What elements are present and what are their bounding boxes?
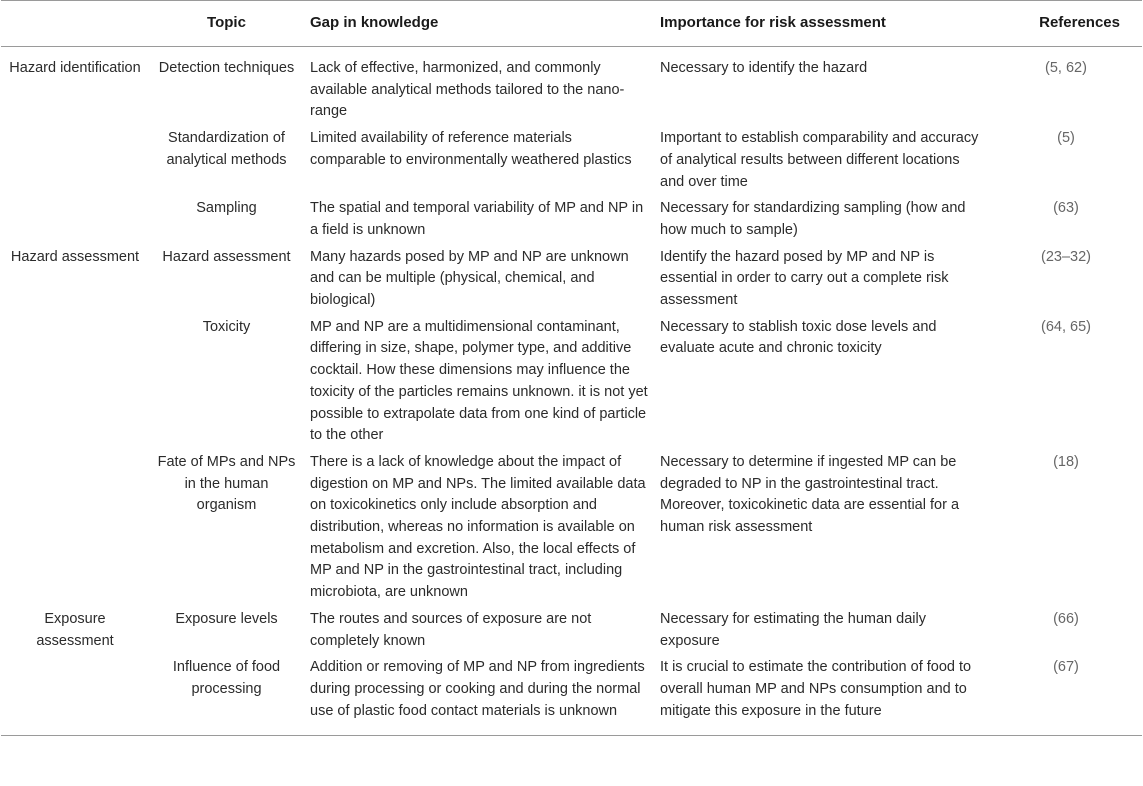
reference-link[interactable]: (66) [1053, 610, 1079, 627]
reference-link[interactable]: (5) [1057, 130, 1075, 147]
gap-cell: MP and NP are a multidimensional contaminant, differing in size, shape, polymer type, and additive cocktail. How these dimensions may influence the toxicity of the particles remains unknown. it is not yet possible to extrapolate data from one kind of particle to the other [310, 318, 648, 444]
reference-link[interactable]: (64, 65) [1041, 318, 1091, 335]
knowledge-gaps-table [1, 0, 1142, 736]
gap-cell: Many hazards posed by MP and NP are unknown and can be multiple (physical, chemical, and biological) [310, 248, 629, 309]
reference-link[interactable]: (63) [1053, 200, 1079, 217]
table-row [1, 128, 1142, 198]
section-cell [1, 657, 149, 736]
header-row [1, 1, 1142, 47]
reference-link[interactable]: (23–32) [1041, 248, 1091, 265]
importance-cell: Necessary to determine if ingested MP can be degraded to NP in the gastrointestinal tract. Moreover, toxicokinetic data are essential for a human risk assessment [660, 453, 960, 536]
gap-cell: The routes and sources of exposure are not completely known [310, 610, 592, 649]
header-topic: Topic [149, 1, 304, 47]
importance-cell: Necessary for estimating the human daily exposure [660, 610, 926, 649]
section-cell [1, 198, 149, 246]
gap-cell: Addition or removing of MP and NP from ingredients during processing or cooking and during the normal use of plastic food contact materials is unknown [304, 657, 654, 736]
table-header [1, 1, 1142, 47]
reference-link[interactable]: (5, 62) [1045, 60, 1087, 76]
header-section [1, 1, 149, 47]
section-cell: Hazard identification [9, 60, 141, 76]
importance-cell: Necessary to stablish toxic dose levels and evaluate acute and chronic toxicity [660, 318, 937, 357]
table-row [1, 247, 1142, 317]
section-cell [1, 128, 149, 198]
section-cell [1, 317, 149, 452]
gap-cell: Lack of effective, harmonized, and commonly available analytical methods tailored to the nano-range [310, 60, 625, 120]
table-row [1, 317, 1142, 452]
header-importance: Importance for risk assessment [654, 1, 990, 47]
reference-link[interactable]: (18) [1053, 453, 1079, 470]
importance-cell: It is crucial to estimate the contribution of food to overall human MP and NPs consumption and to mitigate this exposure in the future [654, 657, 990, 736]
table-row [1, 657, 1142, 736]
header-references: References [990, 1, 1142, 47]
table-row [1, 47, 1142, 129]
importance-cell: Identify the hazard posed by MP and NP is essential in order to carry out a complete risk assessment [660, 248, 949, 309]
header-gap: Gap in knowledge [304, 1, 654, 47]
section-cell: Exposure assessment [36, 610, 114, 649]
gap-cell: There is a lack of knowledge about the impact of digestion on MP and NPs. The limited available data on toxicokinetics only include absorption and distribution, whereas no information is available on metabolism and excretion. Also, the local effects of MP and NP in the gastrointestinal tract, including microbiota, are unknown [310, 453, 646, 601]
topic-cell: Sampling [196, 200, 257, 217]
reference-link[interactable]: (67) [990, 657, 1142, 736]
gap-cell: Limited availability of reference materials comparable to environmentally weathered plastics [310, 130, 632, 168]
importance-cell: Necessary for standardizing sampling (how and how much to sample) [660, 200, 966, 238]
topic-cell: Exposure levels [175, 610, 278, 627]
topic-cell: Toxicity [202, 318, 251, 335]
section-cell: Hazard assessment [10, 248, 140, 265]
table-row [1, 198, 1142, 246]
table-body [1, 47, 1142, 736]
table-row [1, 452, 1142, 609]
topic-cell: Influence of food processing [149, 657, 304, 736]
topic-cell: Standardization of analytical methods [166, 130, 287, 168]
section-cell [1, 452, 149, 609]
gap-cell: The spatial and temporal variability of MP and NP in a field is unknown [310, 200, 644, 238]
importance-cell: Important to establish comparability and accuracy of analytical results between different locations and over time [660, 130, 979, 190]
topic-cell: Fate of MPs and NPs in the human organism [157, 453, 296, 514]
topic-cell: Detection techniques [158, 60, 295, 76]
table-row [1, 609, 1142, 657]
importance-cell: Necessary to identify the hazard [660, 60, 868, 76]
topic-cell: Hazard assessment [162, 248, 291, 265]
